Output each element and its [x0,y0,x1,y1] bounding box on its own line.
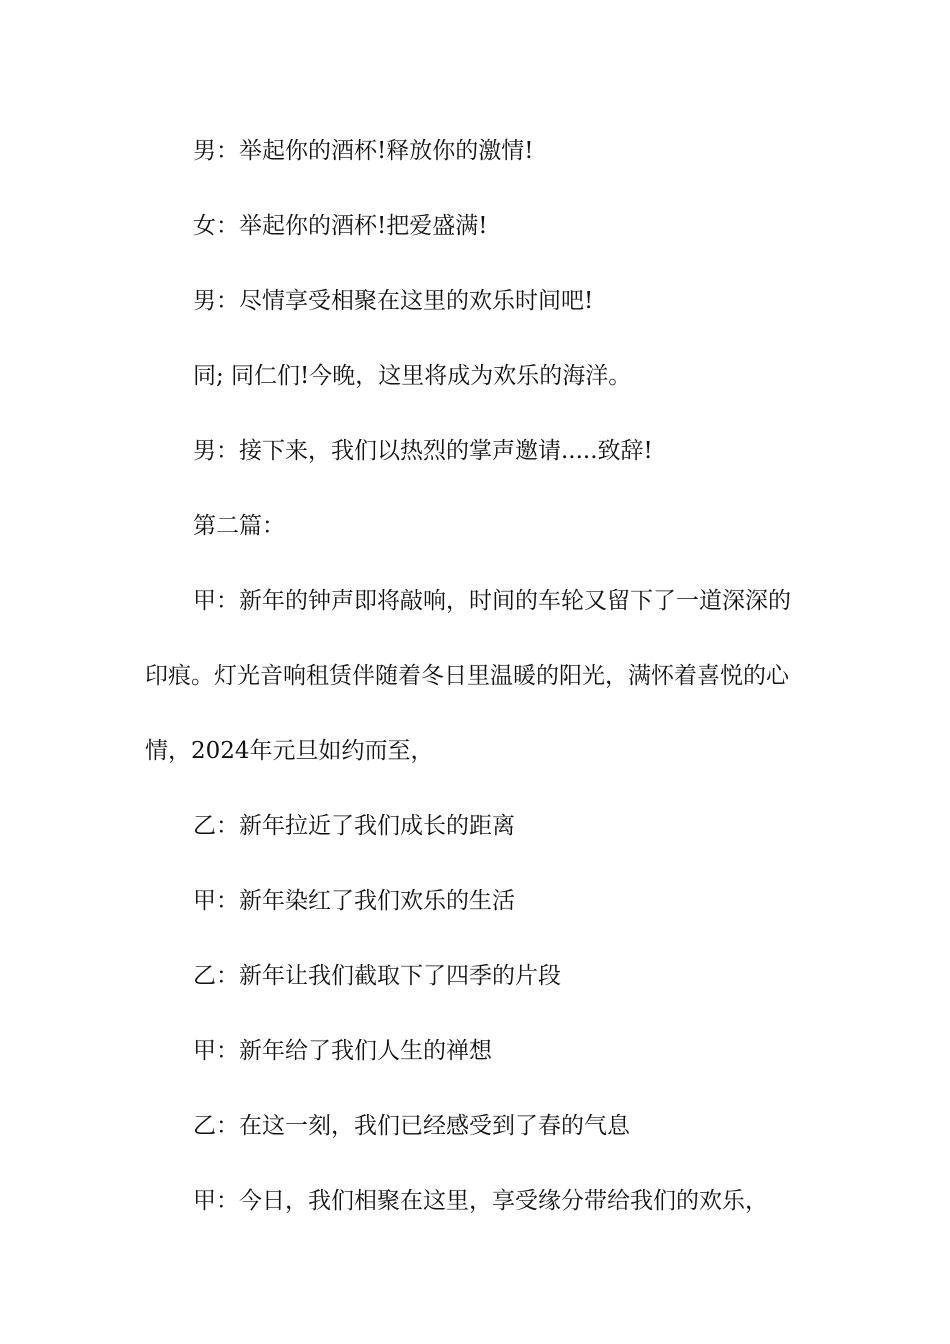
paragraph-11: 甲：新年给了我们人生的禅想 [193,1038,492,1064]
paragraph-8: 乙：新年拉近了我们成长的距离 [193,813,515,839]
paragraph-12: 乙：在这一刻，我们已经感受到了春的气息 [193,1113,630,1139]
paragraph-9: 甲：新年染红了我们欢乐的生活 [193,888,515,914]
paragraph-1: 男：举起你的酒杯!释放你的激情! [193,138,534,164]
paragraph-3: 男：尽情享受相聚在这里的欢乐时间吧! [193,288,594,314]
document-body [145,133,805,1258]
paragraph-13: 甲：今日，我们相聚在这里，享受缘分带给我们的欢乐， [193,1188,768,1214]
paragraph-5: 男：接下来，我们以热烈的掌声邀请.....致辞! [193,438,653,464]
section-heading: 第二篇： [193,513,285,539]
paragraph-4: 同; 同仁们!今晚，这里将成为欢乐的海洋。 [193,363,632,389]
paragraph-7: 甲：新年的钟声即将敲响，时间的车轮又留下了一道深深的印痕。灯光音响租赁伴随着冬日里温暖的阳光，满怀着喜悦的心情，2024年元旦如约而至， [145,588,791,764]
paragraph-10: 乙：新年让我们截取下了四季的片段 [193,963,561,989]
paragraph-2: 女：举起你的酒杯!把爱盛满! [193,213,488,239]
